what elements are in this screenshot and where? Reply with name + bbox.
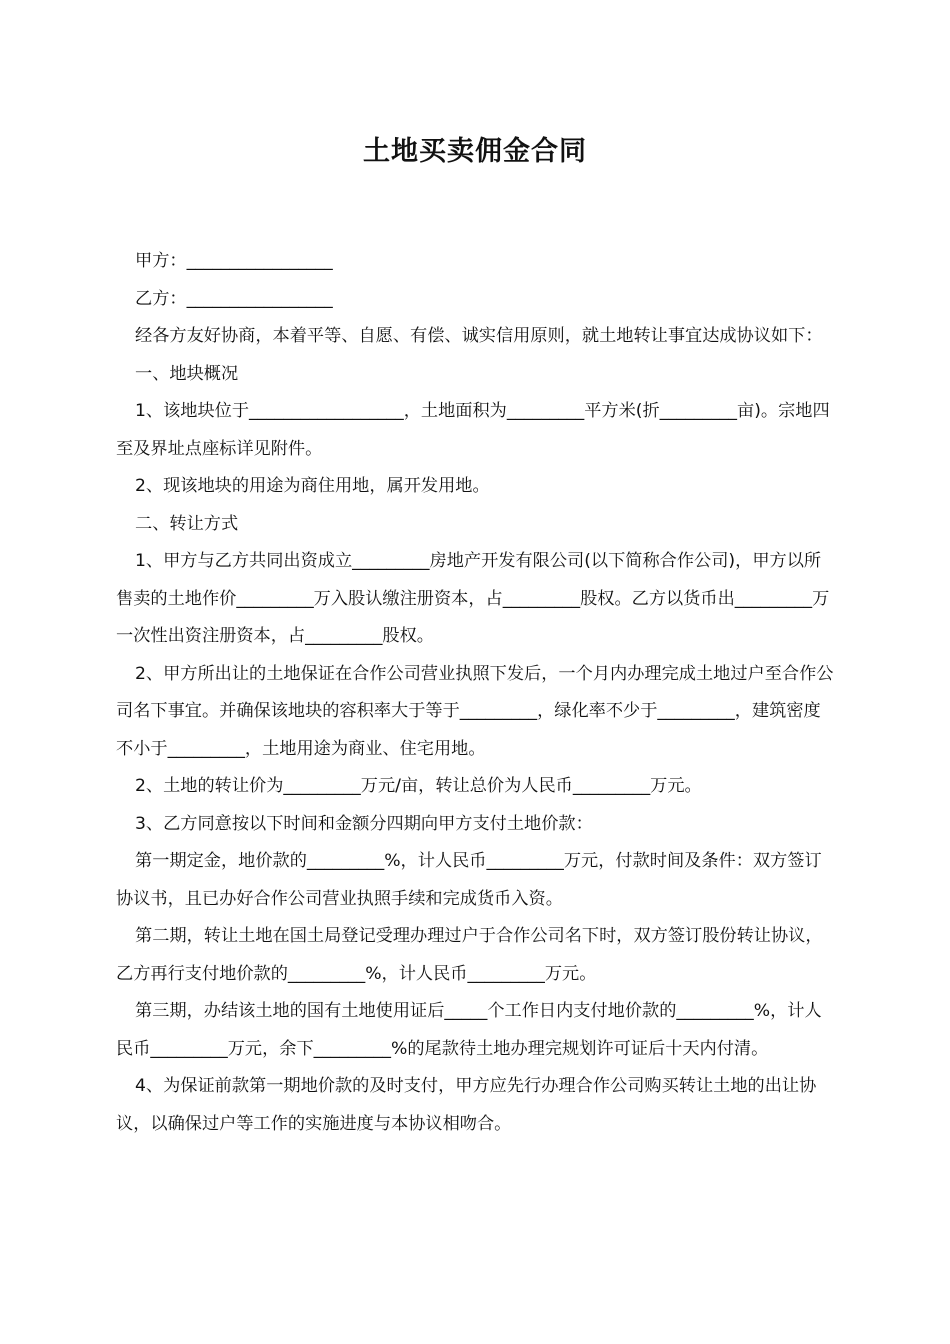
section-heading-land-overview: 一、地块概况 bbox=[135, 363, 239, 384]
clause-land-location: 1、该地块位于__________________，土地面积为_________平方米(折_________亩)。宗地四至及界址点座标详见附件。 bbox=[116, 401, 830, 459]
clause-payment-schedule: 3、乙方同意按以下时间和金额分四期向甲方支付土地价款： bbox=[135, 813, 593, 834]
payment-phase-3: 第三期，办结该土地的国有土地使用证后_____个工作日内支付地价款的_________%，计人民币_________万元，余下_________%的尾款待土地办理完规划许可证后十天内付清。 bbox=[116, 1001, 822, 1059]
document-title: 土地买卖佣金合同 bbox=[363, 136, 587, 167]
party-a-line: 甲方：_________________ bbox=[135, 251, 333, 271]
clause-transfer-guarantee: 2、甲方所出让的土地保证在合作公司营业执照下发后，一个月内办理完成土地过户至合作公司名下事宜。并确保该地块的容积率大于等于_________，绿化率不少于_________，建筑密度不小于_________，土地用途为商业、住宅用地。 bbox=[116, 663, 834, 759]
document-body bbox=[116, 243, 836, 1143]
clause-land-use: 2、现该地块的用途为商住用地，属开发用地。 bbox=[135, 476, 490, 496]
payment-phase-2: 第二期，转让土地在国土局登记受理办理过户于合作公司名下时，双方签订股份转让协议，乙方再行支付地价款的_________%，计人民币_________万元。 bbox=[116, 926, 823, 984]
section-heading-transfer-method: 二、转让方式 bbox=[135, 513, 239, 534]
clause-payment-guarantee: 4、为保证前款第一期地价款的及时支付，甲方应先行办理合作公司购买转让土地的出让协议，以确保过户等工作的实施进度与本协议相吻合。 bbox=[116, 1076, 817, 1134]
payment-phase-1: 第一期定金，地价款的_________%，计人民币_________万元，付款时间及条件：双方签订协议书，且已办好合作公司营业执照手续和完成货币入资。 bbox=[116, 851, 822, 909]
party-b-line: 乙方：_________________ bbox=[135, 288, 333, 309]
clause-transfer-price: 2、土地的转让价为_________万元/亩，转让总价为人民币_________万元。 bbox=[135, 776, 702, 796]
preamble-paragraph: 经各方友好协商，本着平等、自愿、有偿、诚实信用原则，就土地转让事宜达成协议如下： bbox=[135, 326, 823, 346]
clause-joint-company: 1、甲方与乙方共同出资成立_________房地产开发有限公司(以下简称合作公司)，甲方以所售卖的土地作价_________万入股认缴注册资本，占_________股权。乙方以货币出_________万一次性出资注册资本，占_________股权。 bbox=[116, 551, 830, 646]
